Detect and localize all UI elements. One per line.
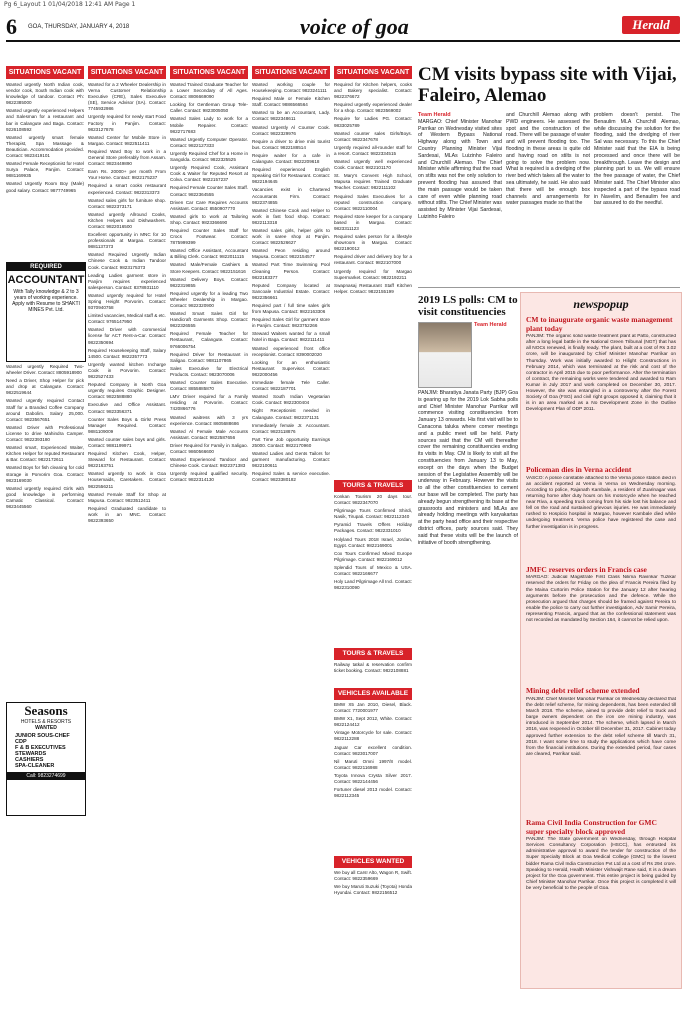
role-item: JUNIOR SOUS-CHEF bbox=[15, 733, 70, 739]
popup-story-body: PANJIM: The State government on Wednesday, through Hospital Services Consultancy Corporation (HSCC), has entrusted its administrative approval to award the tender for construction of the Super Specialty Block at Goa Medical College (GMC) to the lowest bidder Rama Civil India Construction Pvt Ltd at a cost of Rs 294 crore. Speaking to Herald, Health Minister Vishwajit Rane said, It is a dream project for the Goa government. This entire project is being guided by Chief Minister Manohar Parrikar. Once this project is completed it will be very beneficial to the people of Goa. bbox=[526, 837, 676, 891]
classified-ad: BMW X5 Jan 2010, Diesel, Black. Contact: 7720001977 bbox=[334, 702, 412, 714]
classified-ad: Wanted counter sales boys and girls. Contact: 9881199971 bbox=[88, 436, 166, 448]
classified-ad: Required Sales Executives for a reputed construction company. Contact: 9822110004 bbox=[334, 193, 412, 211]
classified-ad: Reputed Company located at Sancoale Industrial Estate. Contact: 9822356661 bbox=[252, 282, 330, 300]
classified-ad: Reputed Company in North Goa urgently requires Graphic Designer. Contact: 9822588880 bbox=[88, 382, 166, 400]
classified-column-3 bbox=[170, 82, 248, 1012]
classified-ad: Urgently required qualified security. Contact: 9822314130 bbox=[170, 471, 248, 483]
dateline: GOA, THURSDAY, JANUARY 4, 2018 bbox=[28, 24, 130, 30]
classified-ad: Fortuner diesel 2013 model. Contact: 9822112345 bbox=[334, 787, 412, 799]
classified-ad: Jaguar Car excellent condition. Contact: 9823017007 bbox=[334, 744, 412, 756]
classified-ad: Urgently Required Chef for a Home in Sangolda. Contact: 9822325525 bbox=[170, 150, 248, 163]
classified-column-4 bbox=[252, 82, 330, 1012]
classified-ad: Looking for Gentleman Group Tele-Caller. Contact: 9823005050 bbox=[170, 102, 248, 114]
classified-ad: Pilgrimage Tours Confirmed Shirdi, Nasik, Tirupati. Contact: 9822112340 bbox=[334, 508, 412, 520]
classified-ad: Cox Tours Confirmed Mixed Europe Pilgrimage. Contact: 9822169012 bbox=[334, 550, 412, 562]
classified-ad: Wanted urgently to work in Goa Housemaids, Caretakers. Contact: 9822556211 bbox=[88, 471, 166, 489]
classified-ad: Leading Ladies garment store in Panjim requires experienced salesperson. Contact: 8378931110 bbox=[88, 272, 166, 290]
classified-ad: Required Sales Girl for garment store in Panjim. Contact: 9823752266 bbox=[252, 317, 330, 329]
classified-ad: Wanted Sales Lady to work for a Mobile Repairer. Contact: 9822717683 bbox=[170, 116, 248, 134]
second-story-beside-photo bbox=[474, 322, 518, 386]
classified-ad: Required a smart cooks restaurant experienced. Contact: 9822313373 bbox=[88, 183, 166, 195]
herald-logo: Herald bbox=[622, 16, 680, 34]
classified-ad: Wanted girls to work at Tailoring Shop. Contact: 9823366690 bbox=[170, 213, 248, 225]
classified-ad: Earn Rs. 20000+ per month From Your Home. Contact: 9822175237 bbox=[88, 169, 166, 181]
classified-ad: Wanted Center for Mobile Store in Margao. Contact: 9822511411 bbox=[88, 134, 166, 146]
classified-ad: Required for Kitchen helpers, cooks and Bakery specialist. Contact: 9822376672 bbox=[334, 82, 412, 100]
classified-ad: Need a Driver, Shop Helper for pick and drop at Calangute. Contact: 9822519644 bbox=[6, 378, 84, 396]
classified-column-1 bbox=[6, 82, 84, 260]
classified-ad: Pyramid Travels Offers Holiday Packages. Contact: 9822331010 bbox=[334, 522, 412, 534]
classified-ad: Required part / full time sales girls from Mapusa. Contact: 9822163306 bbox=[252, 303, 330, 315]
classified-ad: Required sales person for a lifestyle showroom in Margao. Contact: 9822190012 bbox=[334, 234, 412, 252]
classified-ad: Immediate female Tele Caller. Contact: 9822187701 bbox=[252, 380, 330, 392]
seasons-display-ad bbox=[6, 702, 86, 816]
classified-ad: Wanted smart, Experienced Waiter, Kitchen Helper for reputed Restaurant & Bar. Contact: 9822172611 bbox=[6, 445, 84, 463]
classified-ad: Wanted Al Female Male Accounts Assistant. Contact: 9822587656 bbox=[170, 428, 248, 440]
page-number: 6 bbox=[6, 14, 17, 39]
cm-photo bbox=[418, 322, 472, 388]
col4-header: SITUATIONS VACANT bbox=[252, 66, 330, 79]
role-item: STEWARDS bbox=[15, 751, 47, 757]
classified-ad: Wanted urgently experienced Helpers and Salesman for a restaurant and bar in Calangute and Baga. Contact: 9226108592 bbox=[6, 108, 84, 132]
classified-ad: Sales Executive for Electrical Products. Contact: 9823070006 bbox=[170, 365, 248, 377]
classified-ad: Required driver and delivery boy for a restaurant. Contact: 9822107000 bbox=[334, 254, 412, 266]
required-label: REQUIRED bbox=[7, 263, 85, 271]
classified-ad: Urgently required for Margao Supermarket. Contact: 9822192211 bbox=[334, 268, 412, 280]
second-body: PANJIM: Bharatiya Janata Party (BJP) Goa is gearing up for the 2019 Lok Sabha polls and Chief Minister Manohar Parrikar will commence visiting constituencies from January 13 onwards. His first visit will be to Canacona taluka where corner meetings and a public meet will be held. Party sources said that the CM will thereafter cover the remaining constituencies ending its visits in May. CM is likely to visit all the constituencies from January 13 to May, except on the days when the Budget session of the Legislative Assembly will be underway in February. However the visits to all the other constituencies to cement our base will be completed. The party has already begun strengthening its base at the grassroots and ministers and MLAs are already holding meetings with karyakartas at the party head office and their respective district offices, party sources said. They said that these visits will be the launch of initiative of booth strengthening. bbox=[418, 390, 518, 546]
tours-column-2 bbox=[334, 662, 412, 684]
classified-ad: Wanted to be an Accountant, Lady. Contact: 9822348611 bbox=[252, 110, 330, 122]
classified-ad: Holyland Tours 2018 Israel, Jordan, Egypt. Contact: 9822169001 bbox=[334, 536, 412, 548]
popup-story-headline: CM to inaugurate organic waste management plant today bbox=[526, 315, 673, 333]
classified-ad: Required experienced English Speaking Girl for Restaurant. Contact: 9822194645 bbox=[252, 167, 330, 185]
classified-column-5 bbox=[334, 82, 412, 477]
classified-ad: Steward Waiters wanted for a small hotel in Baga. Contact: 9822111411 bbox=[252, 331, 330, 343]
classified-ad: Wanted Driver with commercial license for ACT Rent-a-Car. Contact: 9822350694 bbox=[88, 327, 166, 345]
popup-story-body: MARGAO: Judicial Magistrate First Class Nilima Ravinkar Tuzikar reserved the orders for Friday on the plea of Francis Pereira filed by the Maina Curtorim Police Station for the January 12 after hearing arguments before the prosecution and the defence. While the prosecution argued that charges should be framed against Pereira to enable the police to carry out further investigation, Adv Samir Pereira, representing Francis, argued that as the confessional statement was not recorded as mandated by Section 164, it cannot be relied upon. bbox=[526, 575, 676, 624]
popup-story-headline: Rama Civil India Construction for GMC super specialty block approved bbox=[526, 817, 657, 836]
classified-ad: Wanted Chinese Cook and Helper to work in fast food shop. Contact: 9822113318 bbox=[252, 207, 330, 225]
lead-body-1: MARGAO: Chief Minister Manohar Parrikar on Wednesday visited sites of Western Bypass National Highway along with Town and Country Planning Minister Vijai Sardesai, MLAs Luizinho Faleiro and Churchill Alemao. The Chief Minister while affirming that the road on stilts was not the only solution to prevent flooding has assured that the main passage would be taken care of even while planning road without stilts. The Chief Minister was assisted by Minister Vijai Sardesai, Luizinho Faleiro bbox=[418, 118, 502, 220]
classified-ad: Driven Car Care Requires Accounts Assistant. Contact: 8550907770 bbox=[170, 199, 248, 211]
section-logo: voice of goa bbox=[300, 14, 409, 39]
classified-ad: Vintage Motorcycle for sale. Contact: 9822112288 bbox=[334, 730, 412, 742]
classified-ad: Required Housekeeping Staff, Salary 14500. Contact: 9822357773 bbox=[88, 347, 166, 359]
classified-ad: Wanted urgently required Contact Staff for a Branded Coffee Company around Dabolim. Salary 25,000. Contact: 9823567651 bbox=[6, 398, 84, 422]
classified-ad: Wanted South Indian Vegetarian Cook. Contact: 9822300404 bbox=[252, 394, 330, 406]
seasons-roles bbox=[15, 733, 85, 769]
classified-ad: BMW X1, Sept 2012, White. Contact: 9822124412 bbox=[334, 716, 412, 728]
classified-ad: Part Time Job opportunity Earnings 25000. Contact: 9822170960 bbox=[252, 436, 330, 448]
classified-ad: Required Sales & service executive. Contact: 9823380182 bbox=[252, 471, 330, 483]
popup-story-headline: JMFC reserves orders in Francis case bbox=[526, 564, 647, 574]
classified-ad: Urgently wanted kitchen Incharge Cook in Porvorim. Contact: 9822527433 bbox=[88, 361, 166, 380]
classified-ad: Wanted experienced front office receptionist. Contact: 8390002020 bbox=[252, 345, 330, 357]
col3-header: SITUATIONS VACANT bbox=[170, 66, 248, 79]
vehicles-wanted-header: VEHICLES WANTED bbox=[334, 856, 412, 868]
classified-ad: Wanted waitress with 3 yrs experience. Contact: 8605688686 bbox=[170, 414, 248, 426]
classified-ad: Wanted Part Time Swimming Pool Cleaning Person. Contact: 9822183377 bbox=[252, 262, 330, 280]
classified-ad: We buy Maruti Suzuki (Toyota) Honda Hyundai. Contact: 9822156512 bbox=[334, 884, 412, 896]
accountant-display-ad bbox=[6, 262, 86, 362]
col5-header: SITUATIONS VACANT bbox=[334, 66, 412, 79]
classified-ad: Wanted sales girls for furniture shop. Contact: 9822373171 bbox=[88, 197, 166, 209]
classified-ad: Wanted Urgently Room Boy (Male) good salary. Contact: 9877749965 bbox=[6, 181, 84, 193]
classified-ad: Urgently Required Cook, Assistant Cook & Waiter for Reputed Resort at Colva. Contact: 9822157237 bbox=[170, 165, 248, 183]
classified-ad: Limited vacancies, Medical staff & etc. Contact: 9765147950 bbox=[88, 313, 166, 325]
classified-ad: We buy all Cars! Alto, Wagon R, Swift. Contact: 9822359669 bbox=[334, 870, 412, 882]
newspopup-panel bbox=[520, 292, 682, 989]
classified-ad: Required Driver for Restaurant in Saligao. Contact: 9881107865 bbox=[170, 351, 248, 363]
classified-ad: Wanted urgently Required Two-wheeler Driver. Contact: 8805918900 bbox=[6, 364, 84, 376]
classified-ad: Excellent opportunity in MNC for 10 professionals at Margao. Contact: 9881137373 bbox=[88, 232, 166, 250]
lead-story-column-2 bbox=[506, 112, 590, 286]
classified-ad: Required store keeper for a company based in Margao. Contact: 9823311123 bbox=[334, 213, 412, 231]
seasons-subtitle: HOTELS & RESORTS bbox=[20, 719, 72, 725]
classified-ad: Driver Required for Family in Saligao. Contact: 9860566600 bbox=[170, 442, 248, 454]
role-item: F & B EXECUTIVES bbox=[15, 745, 66, 751]
seasons-title: Seasons bbox=[24, 703, 68, 718]
classified-ad: St. Mary's Convent High School, Mapusa requires Trained Graduate Teacher. Contact: 9822111102 bbox=[334, 173, 412, 191]
classified-ad: Wanted Urgently Al Counter Cook. Contact: 9822329976 bbox=[252, 124, 330, 136]
print-slug: Pg 6_Layout 1 01/04/2018 12:41 AM Page 1 bbox=[4, 1, 136, 8]
tours-header-2: TOURS & TRAVELS bbox=[334, 648, 412, 660]
classified-ad: Required Female Teacher for Restaurant, Calangute. Contact: 9766006754 bbox=[170, 331, 248, 349]
popup-story-headline: Mining debt relief scheme extended bbox=[526, 686, 640, 696]
classified-ad: Vacancies exist in Chartered Accountants Firm. Contact: 9822374855 bbox=[252, 187, 330, 205]
classified-ad: LMV Driver required for a Family residing at Porvorim. Contact: 7420866776 bbox=[170, 394, 248, 412]
classified-ad: Wanted Office Assistant, Accountant & Billing Clerk. Contact: 9822011115 bbox=[170, 248, 248, 260]
classified-ad: Wanted Boys for fish cleaning for cold storage in Porvorim Goa. Contact: 9823169030 bbox=[6, 465, 84, 483]
classified-ad: Wanted urgently smart female Therapist, Spa Massage & Beautician. Accommodation provided. Contact: 9823419101 bbox=[6, 134, 84, 159]
classified-ad: Wanted sales girls, helper girls to work in saree shop at Panjim. Contact: 9822526627 bbox=[252, 227, 330, 246]
classified-ad: Wanted Peon residing around Mapusa. Contact: 9822154577 bbox=[252, 248, 330, 260]
classified-ad: Nil Maruti Omni 1997/8 model. Contact: 9822116988 bbox=[334, 758, 412, 770]
classified-ad: Wanted Male/Female Cashiers & Store Keepers. Contact: 9822151616 bbox=[170, 262, 248, 274]
classified-ad: Wanted Counter Sales Executive. Contact: 8855885870 bbox=[170, 380, 248, 392]
classified-ad: Required Ward Boy to work in a General Store preferably from Assam. Contact: 9823449890 bbox=[88, 148, 166, 167]
popup-story-body: PANJIM: Chief Minister Manohar Parrikar on Wednesday declared that the debt relief scheme, for mining dependents, has been extended till March 2018. The scheme, aimed to provide debt relief to truck and barge owners dependent on the iron ore mining industry, was introduced in September 2014. The scheme, which lapsed in March 2016, was reopened in October till December 31, 2017. Cabinet today approved further extension to the debt relief scheme till March 31, 2018. I want some time to study the applications which have come from the financial institutions. During the extended period, four cases are cleared, Parrikar said. bbox=[526, 696, 676, 757]
classified-column-2 bbox=[88, 82, 166, 1012]
classified-ad: Require waiter for a cafe in Calangute. Contact: 9822209618 bbox=[252, 152, 330, 165]
vehicles-available-column bbox=[334, 702, 412, 852]
classified-ad: Swapnasaj Restaurant Staff Kitchen Helper. Contact: 9822155199 bbox=[334, 282, 412, 294]
classified-ad: Wanted urgently required for Hotel Spring Height Porvorim. Contact: 9370940758 bbox=[88, 292, 166, 311]
classified-ad: Urgently required all-rounder staff for a resort. Contact: 9822334515 bbox=[334, 144, 412, 156]
accountant-details: With Tally knowledge & 2 to 3 years of working experience. Apply with Resume to SHAKTI MINES Pvt. Ltd. bbox=[12, 289, 80, 313]
col2-header: SITUATIONS VACANT bbox=[88, 66, 166, 79]
classified-ad: Wanted counter sales Girls/Boys. Contact: 9822347678 bbox=[334, 130, 412, 142]
lead-body-3: problem doesn't persist. The Benaulim MLA Churchill Alemao, while discussing the solution for the flooding, said the dredging of river Sal was necessary. To this the Chief Minister said that the EIA is being processed and once there will be breakthrough. Leave the design and planning part to us. We will ensure the free passage of water, the Chief Minister said. The Chief Minister also inspected a part of the bypass road in Navelim, and Benaulim fee and bar assured to do the needful. bbox=[594, 112, 680, 207]
newspopup-title: newspopup bbox=[573, 297, 629, 311]
second-story-body bbox=[418, 390, 518, 986]
second-byline: Team Herald bbox=[474, 322, 507, 328]
classified-ad: Wanted Female Staff for Shop at Mapusa. Contact: 9823512411 bbox=[88, 491, 166, 503]
classified-ad: Wanted Required Urgently Indian Chinese Cook & Indian Tandoor Cook. Contact: 9823175373 bbox=[88, 252, 166, 270]
popup-story-headline: Policeman dies in Verna accident bbox=[526, 465, 632, 475]
classified-ad: Wanted Female Receptionist for Hotel Surya Palace, Panjim. Contact: 9881169935 bbox=[6, 161, 84, 179]
role-item: CDP bbox=[15, 739, 27, 745]
vehicles-available-header: VEHICLES AVAILABLE bbox=[334, 688, 412, 700]
lead-story-column-3 bbox=[594, 112, 680, 286]
classified-ad: Wanted Delivery Boys. Contact: 9822319855 bbox=[170, 276, 248, 288]
classified-ad: Splendid Tours of Mexico & USA. Contact: 9822166677 bbox=[334, 564, 412, 577]
classified-ad: Wanted urgently well experienced Cook. Contact: 9822101170 bbox=[334, 159, 412, 171]
classified-ad: Counter Sales Boys & Girls! Press Manager Required. Contact: 9881109009 bbox=[88, 416, 166, 434]
accountant-title: ACCOUNTANT bbox=[7, 274, 85, 286]
popup-story-body: VASCO: A police constable attached to the Verna police station died in an accident reported at Verna in Verna on Wednesday morning. According to police, Rajanath Kambale, a resident of Zuarinagar was returning home after duty hours on his motorcycle when he reached near Riva, a speeding truck coming from his side lost his balance and fell on the road and sustained grievous injuries. He was immediately rushed to Hospicio hospital in Margao, however Kambale died while undergoing treatment. Verna police have registered the case and further investigation is in progress. bbox=[526, 475, 676, 530]
lead-body-2: and Churchill Alemao along with PWD engineers. He assessed the spot and the construction of the road. There will be passage of water and will prevent flooding too. The flooding in these areas is quite old and having road on stilts is not going to solve the problem now. What is required is a dredging of the river bed which takes all the water to sea ultimately, he said. He also said that there will be enough box channels and arrangements for water passages made so that the bbox=[506, 112, 590, 207]
col1-header: SITUATIONS VACANT bbox=[6, 66, 84, 79]
masthead-rule bbox=[6, 40, 680, 42]
classified-ad: Require for Ladies PG. Contact: 9833025789 bbox=[334, 116, 412, 128]
classified-ad: Required urgently experienced dealer for a shop. Contact: 9823569002 bbox=[334, 102, 412, 114]
classified-ad: Konkan Tourism 20 days tour. Contact: 9822347070 bbox=[334, 494, 412, 506]
classified-ad: Required Counter Sales Staff for Crocs Footwear. Contact: 7875999399 bbox=[170, 227, 248, 246]
classified-ad: Wanted for a 2 Wheeler Dealership in Verna Customer Relationship Executive (CRE), Sales Executive (SE), Service Advisor (SA). Contact: 7745932986 bbox=[88, 82, 166, 112]
lead-byline: Team Herald bbox=[418, 112, 451, 118]
classified-ad: Required Graduated candidate to work in an MNC. Contact: 9822393650 bbox=[88, 505, 166, 523]
classified-ad: Wanted urgently Allround Cooks, Kitchen Helpers and Dishwashers. Contact: 9822016500 bbox=[88, 211, 166, 229]
classified-ad: Night Receptionist needed in Calangute. Contact: 9822371131 bbox=[252, 408, 330, 420]
role-item: CASHIERS bbox=[15, 757, 44, 763]
story-divider bbox=[418, 287, 680, 288]
classified-ad: Wanted Driver with Professional License to drive Mahindra Camper. Contact: 9822393180 bbox=[6, 424, 84, 443]
lead-story-column-1 bbox=[418, 112, 502, 286]
classified-ad: Require a driver to drive mini tourist bus. Contact: 9822188514 bbox=[252, 138, 330, 150]
tours-column bbox=[334, 494, 412, 644]
classified-ad: Wanted urgently required Girls with good knowledge in performing Carnatic Classical. Contact: 9823445560 bbox=[6, 485, 84, 509]
classified-ad: Wanted Ladies and Gents Tailors for garment manufacturing. Contact: 9822100611 bbox=[252, 450, 330, 469]
seasons-wanted: WANTED bbox=[35, 725, 57, 731]
classified-ad: Holy Land Pilgrimage All Incl. Contact: 9822310090 bbox=[334, 579, 412, 591]
masthead bbox=[0, 12, 685, 42]
classified-ad: Toyota Innova Crysta Silver 2017. Contact: 9822144456 bbox=[334, 772, 412, 785]
popup-story-body: PANJIM: The organic solid waste treatment plant at Patto, constructed after a long legal battle in the National Green Tribunal (NGT) that has all NOCs renewed, is finally ready. The plant, built at a cost of Rs 3.02 crore, will be inaugurated by Chief Minister Manohar Parrikar on Thursday. Work was initially awarded to Hilight Constructions in February 2014, which was terminated at the risk and cost of the contractor in April 2015 due to poor performance. After the termination of contract, the remaining works were tendered and awarded to Ram Kumar in July 2017 and work completed on December 30, 2017. However, the site was entangled in a controversy after the Forest Society of Goa (FSG) and civil right groups opposed it, claiming that it is in an area marked as a No Development Zone in the Outline Development Plan of ODP 2011. bbox=[526, 334, 676, 413]
tours-header: TOURS & TRAVELS bbox=[334, 480, 412, 492]
classified-ad: Looking for an enthusiastic Restaurant Supervisor. Contact: 9822000456 bbox=[252, 359, 330, 377]
classified-ad: Wanted urgently North Indian cook, vendor cook, South Indian cook with knowledge of tandoor. Contact Ph: 9822385000 bbox=[6, 82, 84, 106]
classified-ad: Wanted Smart Sales Girl for Handicraft Garments Shop. Contact: 9822326555 bbox=[170, 311, 248, 329]
classified-ad: Executive and Office Assistant. Contact: 9823356371 bbox=[88, 402, 166, 414]
classified-ad: Wanted Urgently Computer Operator. Contact: 9822127333 bbox=[170, 136, 248, 148]
classified-ad: Urgently required for newly start Food Factory in Panjim. Contact: 9823127878 bbox=[88, 114, 166, 132]
classified-ad: Wanted Trained Graduate Teacher for a Lower Secondary of All Ages. Contact: 8806669090 bbox=[170, 82, 248, 100]
role-item: SPA-CLEANER bbox=[15, 763, 55, 769]
classified-ad: Required Female Counter Sales Staff. Contact: 9822364555 bbox=[170, 185, 248, 197]
seasons-call: Call: 9823274699 bbox=[7, 772, 85, 780]
vehicles-wanted-column bbox=[334, 870, 412, 1010]
classified-ad: Railway tatkal & reservation confirm ticket booking. Contact: 9822108881 bbox=[334, 662, 412, 674]
lead-headline: CM visits bypass site with Vijai, Faleiro, Alemao bbox=[418, 64, 677, 106]
classified-ad: Wanted working couple for Housekeeping. Contact: 9823241111 bbox=[252, 82, 330, 94]
classified-column-1b bbox=[6, 364, 84, 698]
classified-ad: Required Kitchen Cook, Helper, Steward for Restaurant. Contact: 9822163751 bbox=[88, 451, 166, 469]
second-headline: 2019 LS polls: CM to visit constituencies bbox=[418, 294, 518, 318]
classified-ad: Required urgently for a leading Two Wheeler Dealership in Margao. Contact: 9822320900 bbox=[170, 290, 248, 308]
classified-ad: Wanted Experienced Tandoor and Chinese Cook. Contact: 9822371383 bbox=[170, 457, 248, 469]
classified-ad: Required Male or Female Kitchen Staff. Contact: 9886566564 bbox=[252, 96, 330, 108]
classified-ad: Immediately female Jr. Accountant. Contact: 9823118876 bbox=[252, 422, 330, 434]
